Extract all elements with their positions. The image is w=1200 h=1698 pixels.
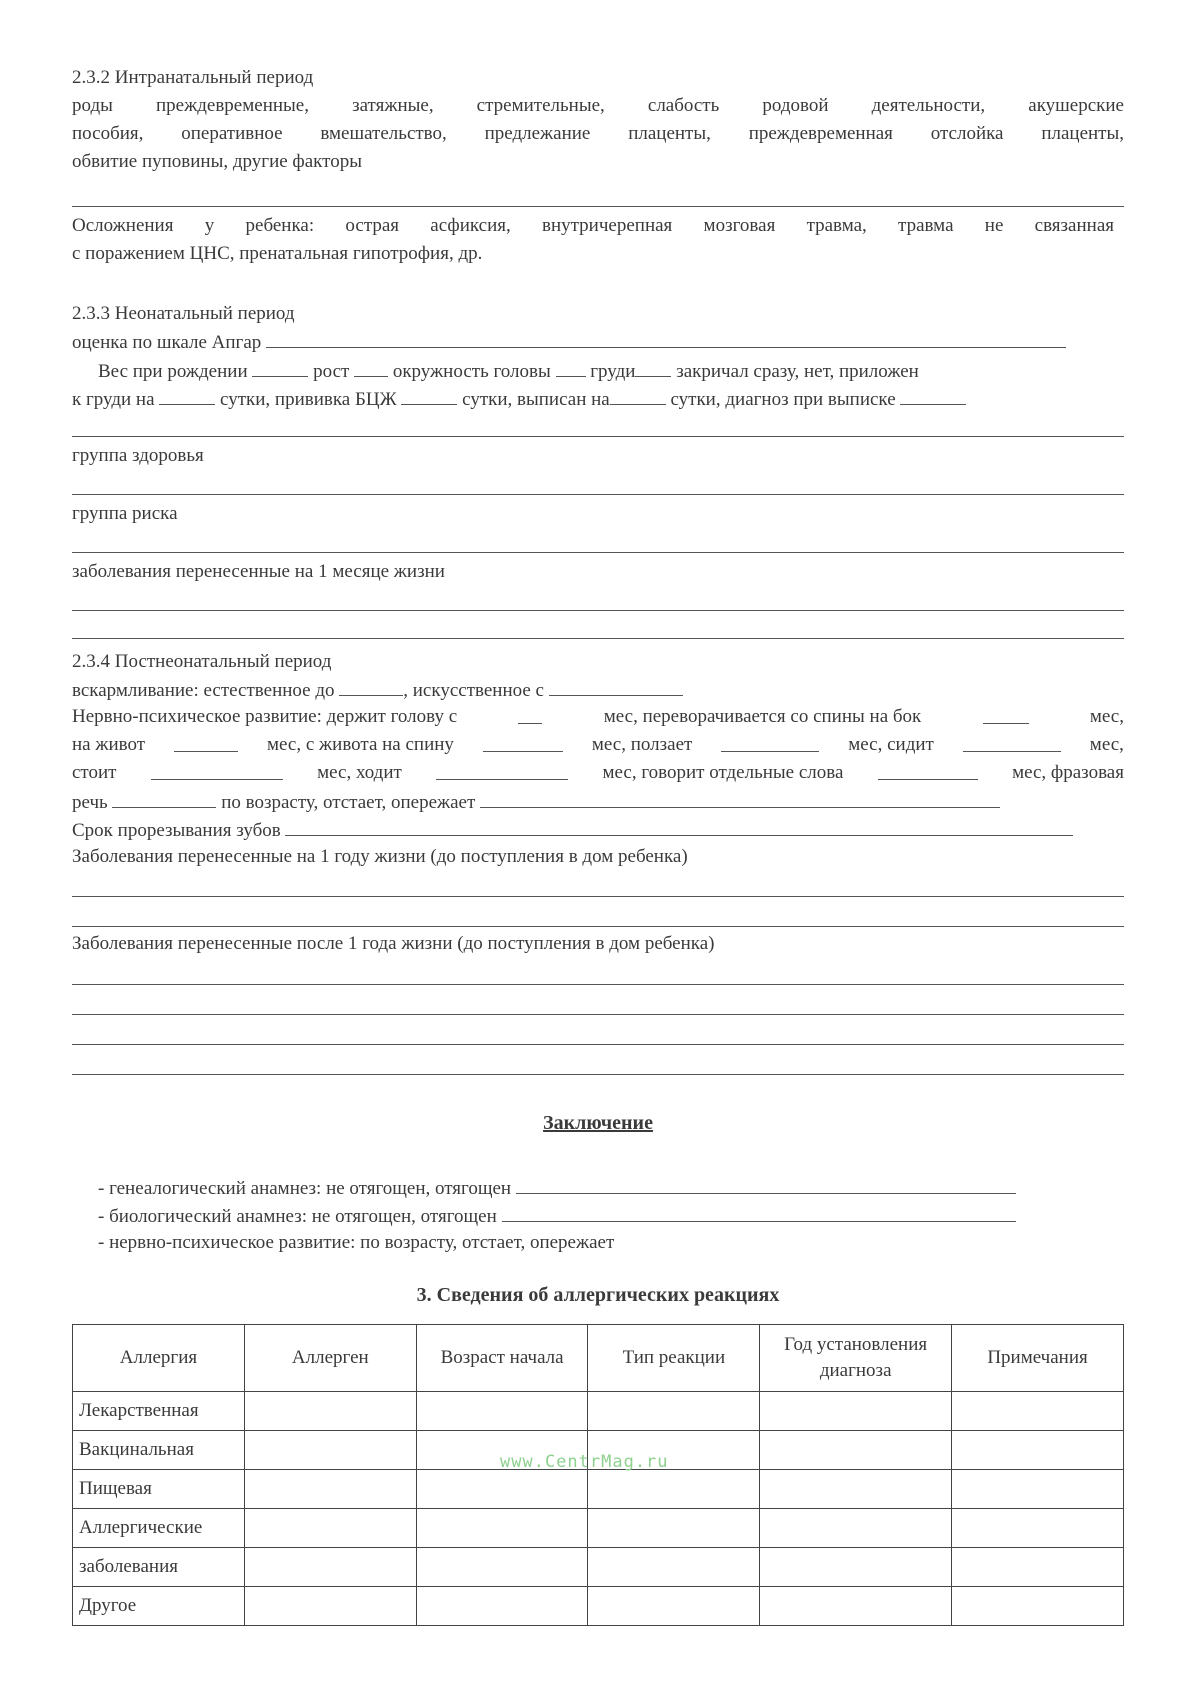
table-header-row (73, 1325, 1124, 1392)
apgar-field[interactable] (266, 329, 1066, 348)
speech-label: речь (72, 792, 108, 813)
conclusion-item-3: - нервно-психическое развитие: по возрасту, отстает, опережает (98, 1232, 615, 1253)
head-field[interactable] (556, 358, 586, 377)
back-label: мес, с живота на спину (266, 734, 454, 755)
table-cell[interactable] (416, 1470, 588, 1509)
table-cell[interactable] (588, 1509, 760, 1548)
diagnosis-label: сутки, диагноз при выписке (670, 389, 896, 410)
table-cell[interactable] (244, 1470, 416, 1509)
table-cell[interactable] (244, 1509, 416, 1548)
words-label: мес, говорит отдельные слова (602, 762, 844, 783)
breast-row (72, 386, 966, 412)
table-cell[interactable] (952, 1470, 1124, 1509)
feeding-artificial-field[interactable] (549, 677, 683, 696)
diseases-year1-label: Заболевания перенесенные на 1 году жизни (до поступления в дом ребенка) (72, 846, 688, 867)
np-rolls-field[interactable] (983, 705, 1029, 724)
np-row-2 (72, 733, 1124, 757)
table-cell[interactable] (244, 1587, 416, 1626)
table-cell[interactable] (760, 1392, 952, 1431)
header-allergen: Аллерген (244, 1325, 416, 1392)
stands-label: стоит (72, 762, 117, 783)
table-cell[interactable] (760, 1509, 952, 1548)
table-cell[interactable] (952, 1587, 1124, 1626)
head-label: окружность головы (392, 361, 551, 382)
table-cell[interactable] (952, 1392, 1124, 1431)
fill-in-line[interactable] (72, 984, 1124, 985)
section-heading-intranatal: 2.3.2 Интранатальный период (72, 67, 314, 88)
table-cell[interactable] (588, 1392, 760, 1431)
teeth-label: Срок прорезывания зубов (72, 820, 281, 841)
allergy-table (72, 1324, 1124, 1626)
header-onset-age: Возраст начала (416, 1325, 588, 1392)
row-label: Лекарственная (73, 1392, 245, 1431)
fill-in-line[interactable] (72, 896, 1124, 897)
belly-field[interactable] (174, 733, 238, 752)
table-cell[interactable] (416, 1548, 588, 1587)
chest-label: груди (590, 361, 636, 382)
watermark-text: www.CentrMag.ru (500, 1452, 669, 1472)
table-cell[interactable] (416, 1392, 588, 1431)
fill-in-line[interactable] (72, 926, 1124, 927)
teeth-field[interactable] (285, 817, 1073, 836)
breast-label: к груди на (72, 389, 155, 410)
diseases-after1-label: Заболевания перенесенные после 1 года жизни (до поступления в дом ребенка) (72, 933, 715, 954)
feeding-natural-label: вскармливание: естественное до (72, 680, 335, 701)
diseases-month-label: заболевания перенесенные на 1 месяце жизни (72, 561, 445, 582)
table-cell[interactable] (952, 1509, 1124, 1548)
speech-note-field[interactable] (480, 789, 1000, 808)
intranatal-text-line-3: обвитие пуповины, другие факторы (72, 151, 362, 172)
height-label: рост (313, 361, 350, 382)
speech-field[interactable] (112, 789, 216, 808)
diagnosis-field[interactable] (900, 386, 966, 405)
header-diagnosis-year: Год установления диагноза (760, 1325, 952, 1392)
row-label: заболевания (73, 1548, 245, 1587)
fill-in-line[interactable] (72, 1044, 1124, 1045)
table-cell[interactable] (416, 1587, 588, 1626)
header-allergy: Аллергия (73, 1325, 245, 1392)
mes-label: мес, (1089, 734, 1124, 755)
sits-label: мес, сидит (848, 734, 934, 755)
crawls-label: мес, ползает (591, 734, 693, 755)
row-label: Аллергические (73, 1509, 245, 1548)
health-group-label: группа здоровья (72, 445, 204, 466)
section-heading-neonatal: 2.3.3 Неонатальный период (72, 303, 295, 324)
discharged-label: сутки, выписан на (462, 389, 610, 410)
table-cell[interactable] (588, 1587, 760, 1626)
words-field[interactable] (878, 761, 978, 780)
intranatal-text-line-2: пособия, оперативное вмешательство, предлежание плаценты, преждевременная отслойка плаценты, (72, 123, 1124, 144)
conclusion-title: Заключение (543, 1112, 653, 1134)
allergy-title: 3. Сведения об аллергических реакциях (416, 1284, 780, 1306)
table-cell[interactable] (588, 1470, 760, 1509)
header-reaction-type: Тип реакции (588, 1325, 760, 1392)
table-cell[interactable] (760, 1548, 952, 1587)
fill-in-line[interactable] (72, 638, 1124, 639)
header-notes: Примечания (952, 1325, 1124, 1392)
table-row (73, 1587, 1124, 1626)
table-cell[interactable] (244, 1431, 416, 1470)
complications-line-1: Осложнения у ребенка: острая асфиксия, внутричерепная мозговая травма, травма не связанная (72, 215, 1114, 236)
np-row-1 (72, 705, 1124, 729)
table-cell[interactable] (760, 1431, 952, 1470)
weight-field[interactable] (252, 358, 308, 377)
table-cell[interactable] (952, 1431, 1124, 1470)
table-cell[interactable] (244, 1548, 416, 1587)
table-cell[interactable] (760, 1587, 952, 1626)
phrase-label: мес, фразовая (1012, 762, 1124, 783)
conclusion-item-1 (98, 1175, 1016, 1201)
table-row (73, 1548, 1124, 1587)
table-row (73, 1392, 1124, 1431)
height-field[interactable] (354, 358, 388, 377)
breast-days-field[interactable] (159, 386, 215, 405)
np-head-field[interactable] (518, 705, 542, 724)
table-row (73, 1509, 1124, 1548)
fill-in-line[interactable] (72, 1014, 1124, 1015)
complications-line-2: с поражением ЦНС, пренатальная гипотрофия, др. (72, 243, 483, 264)
intranatal-text-line-1: роды преждевременные, затяжные, стремительные, слабость родовой деятельности, акушерские (72, 95, 1124, 116)
teeth-row (72, 817, 1073, 843)
risk-group-label: группа риска (72, 503, 178, 524)
fill-in-line[interactable] (72, 436, 1124, 437)
table-cell[interactable] (244, 1392, 416, 1431)
table-cell[interactable] (416, 1509, 588, 1548)
weight-label: Вес при рождении (98, 361, 248, 382)
fill-in-line[interactable] (72, 494, 1124, 495)
genealogical-label: - генеалогический анамнез: не отягощен, отягощен (98, 1178, 512, 1199)
sits-field[interactable] (963, 733, 1061, 752)
bcg-label: сутки, прививка БЦЖ (220, 389, 397, 410)
belly-label: на живот (72, 734, 146, 755)
feeding-row (72, 677, 683, 703)
speech-row (72, 789, 1000, 815)
table-cell[interactable] (952, 1548, 1124, 1587)
table-cell[interactable] (760, 1470, 952, 1509)
np-end-label: мес, (1089, 706, 1124, 727)
biological-field[interactable] (502, 1203, 1016, 1222)
stands-field[interactable] (151, 761, 283, 780)
by-age-label: по возрасту, отстает, опережает (221, 792, 476, 813)
fill-in-line[interactable] (72, 552, 1124, 553)
apgar-row (72, 329, 1114, 355)
feeding-artificial-label: , искусственное с (403, 680, 544, 701)
birth-row (98, 358, 919, 384)
fill-in-line[interactable] (72, 610, 1124, 611)
back-field[interactable] (483, 733, 563, 752)
np-head-label: Нервно-психическое развитие: держит голову с (72, 706, 458, 727)
walks-field[interactable] (436, 761, 568, 780)
genealogical-field[interactable] (516, 1175, 1016, 1194)
apgar-label: оценка по шкале Апгар (72, 332, 262, 353)
conclusion-item-2 (98, 1203, 1016, 1229)
table-row (73, 1470, 1124, 1509)
chest-field[interactable] (635, 358, 671, 377)
np-row-3 (72, 761, 1124, 785)
table-cell[interactable] (588, 1548, 760, 1587)
fill-in-line[interactable] (72, 206, 1124, 207)
walks-label: мес, ходит (317, 762, 402, 783)
feeding-natural-field[interactable] (339, 677, 403, 696)
discharged-days-field[interactable] (610, 386, 666, 405)
biological-label: - биологический анамнез: не отягощен, отягощен (98, 1206, 497, 1227)
row-label: Вакцинальная (73, 1431, 245, 1470)
crawls-field[interactable] (721, 733, 819, 752)
fill-in-line[interactable] (72, 1074, 1124, 1075)
np-rolls-label: мес, переворачивается со спины на бок (603, 706, 922, 727)
row-label: Другое (73, 1587, 245, 1626)
section-heading-postneonatal: 2.3.4 Постнеонатальный период (72, 651, 332, 672)
bcg-days-field[interactable] (401, 386, 457, 405)
cried-label: закричал сразу, нет, приложен (676, 361, 919, 382)
row-label: Пищевая (73, 1470, 245, 1509)
